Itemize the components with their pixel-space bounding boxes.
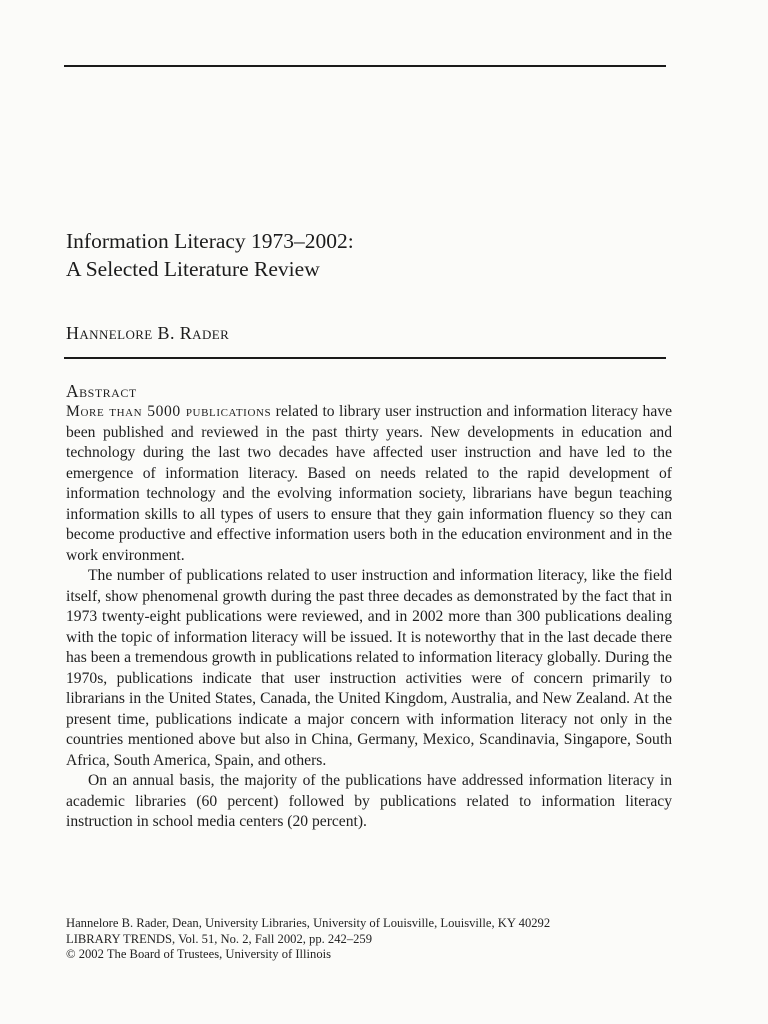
section-rule — [64, 357, 666, 359]
abstract-lead-in: More than 5000 publications — [66, 403, 272, 420]
abstract-heading: Abstract — [66, 381, 137, 401]
abstract-paragraph-1 — [66, 402, 672, 566]
abstract-paragraph-3: On an annual basis, the majority of the publications have addressed information literacy in academic libraries (60 percent) followed by publications related to information literacy instruction in school media centers (20 percent). — [66, 772, 672, 830]
title-line-1: Information Literacy 1973–2002: — [66, 229, 354, 253]
abstract-paragraph-1-text: related to library user instruction and information literacy have been published and reviewed in the past thirty years. New developments in education and technology during the last two decades have affected user instruction and have led to the emergence of information literacy. Based on needs related to the rapid development of information technology and the evolving information society, librarians have begun teaching information skills to all types of users to ensure that they gain information fluency so they can become productive and effective information users both in the education environment and in the work environment. — [66, 403, 672, 564]
article-title — [66, 227, 354, 283]
footer-notes — [66, 916, 686, 963]
copyright-notice: © 2002 The Board of Trustees, University of Illinois — [66, 947, 332, 961]
top-rule — [64, 65, 666, 67]
journal-citation: LIBRARY TRENDS, Vol. 51, No. 2, Fall 2002, pp. 242–259 — [66, 931, 373, 946]
title-line-2: A Selected Literature Review — [66, 257, 320, 281]
abstract — [66, 380, 672, 833]
author-name: Hannelore B. Rader — [66, 323, 230, 343]
author-affiliation: Hannelore B. Rader, Dean, University Libraries, University of Louisville, Louisville, KY 40292 — [66, 916, 551, 930]
abstract-paragraph-2: The number of publications related to user instruction and information literacy, like the field itself, show phenomenal growth during the past three decades as demonstrated by the fact that in 1973 twenty-eight publications were reviewed, and in 2002 more than 300 publications dealing with the topic of information literacy will be issued. It is noteworthy that in the last decade there has been a tremendous growth in publications related to information literacy globally. During the 1970s, publications indicate that user instruction activities were of concern primarily to librarians in the United States, Canada, the United Kingdom, Australia, and New Zealand. At the present time, publications indicate a major concern with information literacy not only in the countries mentioned above but also in China, Germany, Mexico, Scandinavia, Singapore, South Africa, South America, Spain, and others. — [66, 567, 672, 769]
